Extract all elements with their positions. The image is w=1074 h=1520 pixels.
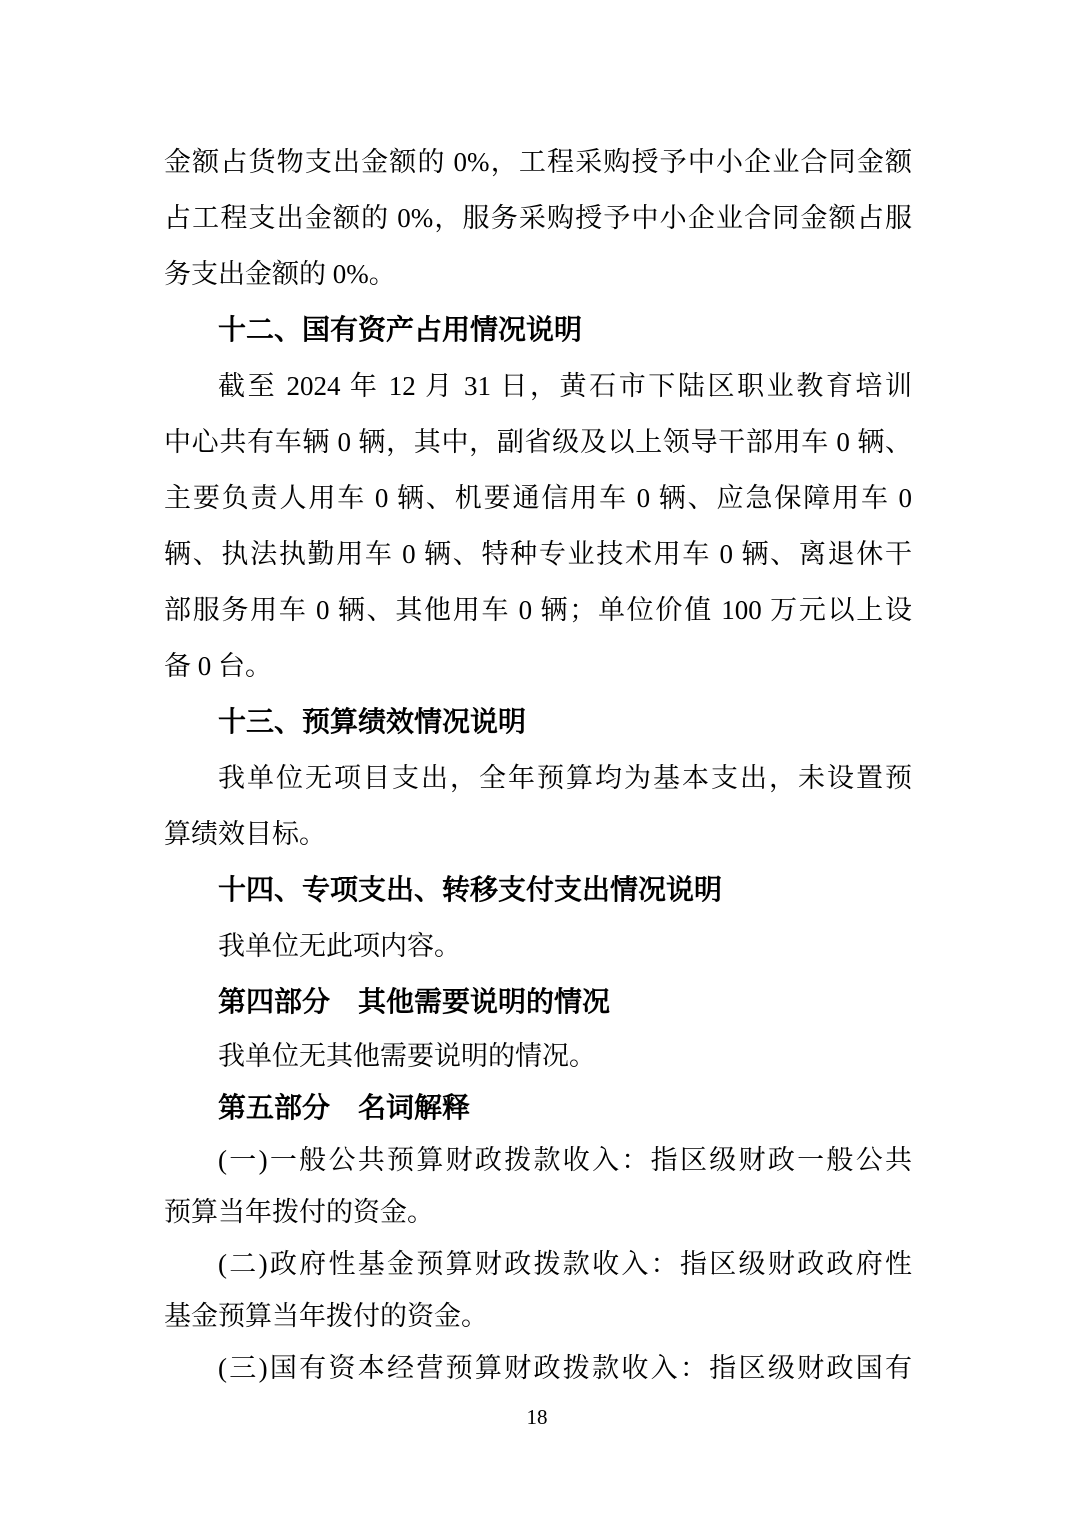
paragraph-line: 辆、执法执勤用车 0 辆、特种专业技术用车 0 辆、离退休干 bbox=[164, 539, 912, 569]
paragraph-line: 备 0 台。 bbox=[164, 651, 272, 681]
paragraph-line: (二)政府性基金预算财政拨款收入：指区级财政政府性 bbox=[218, 1249, 912, 1279]
paragraph-line: 算绩效目标。 bbox=[164, 819, 326, 849]
paragraph-line: 预算当年拨付的资金。 bbox=[164, 1197, 434, 1227]
paragraph-line: 中心共有车辆 0 辆，其中，副省级及以上领导干部用车 0 辆、 bbox=[164, 427, 912, 457]
paragraph-line: (三)国有资本经营预算财政拨款收入：指区级财政国有 bbox=[218, 1353, 912, 1383]
paragraph-line: 截至 2024 年 12 月 31 日，黄石市下陆区职业教育培训 bbox=[218, 371, 912, 401]
paragraph-line: (一)一般公共预算财政拨款收入：指区级财政一般公共 bbox=[218, 1145, 912, 1175]
paragraph-line: 主要负责人用车 0 辆、机要通信用车 0 辆、应急保障用车 0 bbox=[164, 483, 912, 513]
heading-section-14: 十四、专项支出、转移支付支出情况说明 bbox=[218, 874, 723, 905]
document-body bbox=[164, 134, 912, 1394]
paragraph-line: 务支出金额的 0%。 bbox=[164, 259, 396, 289]
paragraph-line: 我单位无项目支出，全年预算均为基本支出，未设置预 bbox=[218, 763, 912, 793]
paragraph-line: 我单位无其他需要说明的情况。 bbox=[218, 1041, 596, 1071]
heading-part-5: 第五部分 名词解释 bbox=[218, 1092, 471, 1123]
heading-section-12: 十二、国有资产占用情况说明 bbox=[218, 314, 583, 345]
page-number: 18 bbox=[526, 1405, 548, 1429]
paragraph-line: 基金预算当年拨付的资金。 bbox=[164, 1301, 488, 1331]
paragraph-line: 占工程支出金额的 0%，服务采购授予中小企业合同金额占服 bbox=[164, 203, 912, 233]
paragraph-line: 金额占货物支出金额的 0%，工程采购授予中小企业合同金额 bbox=[164, 147, 912, 177]
paragraph-line: 我单位无此项内容。 bbox=[218, 931, 461, 961]
heading-section-13: 十三、预算绩效情况说明 bbox=[218, 706, 527, 737]
heading-part-4: 第四部分 其他需要说明的情况 bbox=[218, 986, 611, 1017]
paragraph-line: 部服务用车 0 辆、其他用车 0 辆；单位价值 100 万元以上设 bbox=[164, 595, 912, 625]
